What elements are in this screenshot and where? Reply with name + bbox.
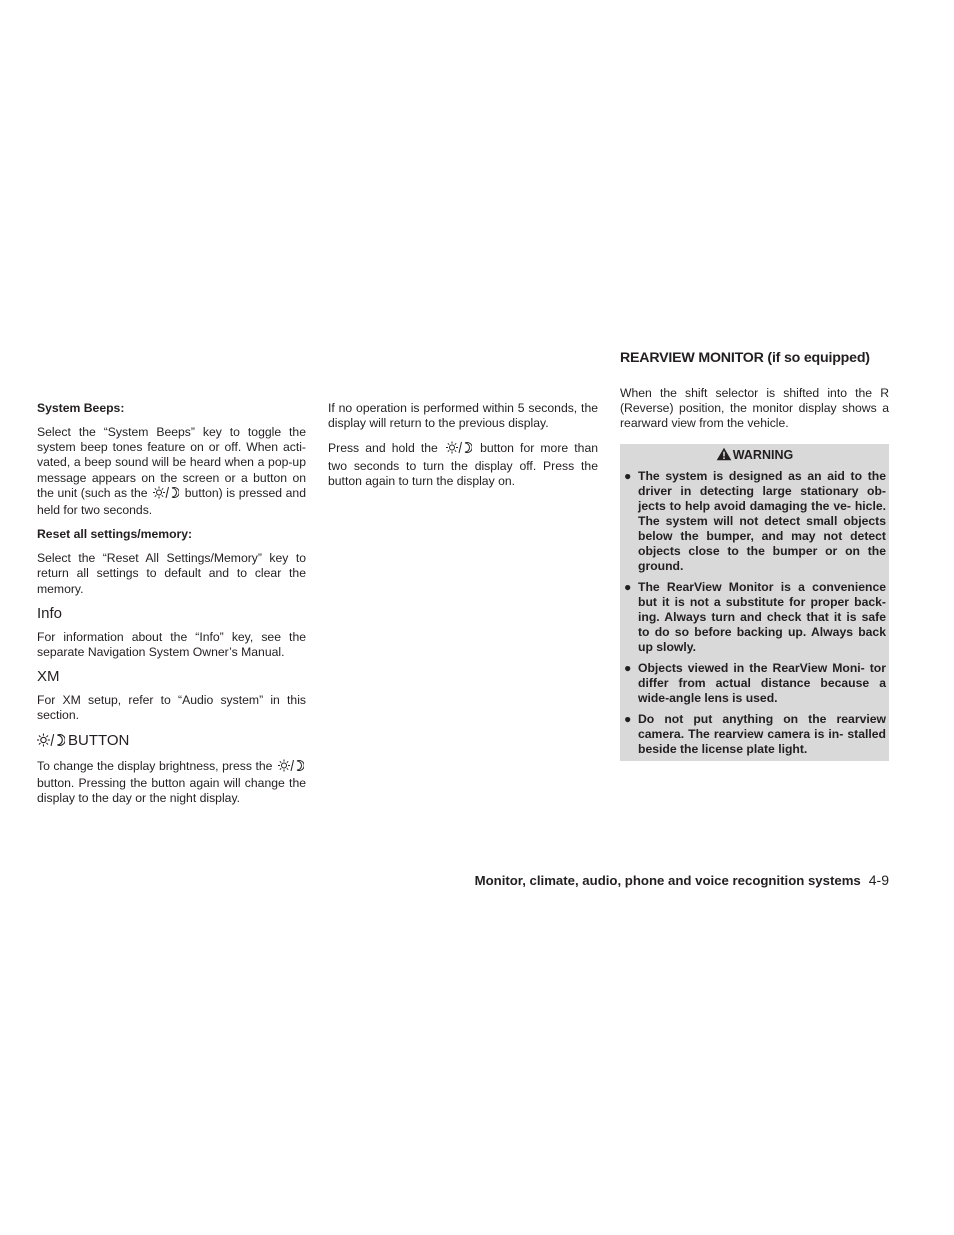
warning-item: ● Do not put anything on the rearview camera. The rearview camera is in- stalled beside the license plate light. [624, 711, 886, 756]
warning-item: ● The RearView Monitor is a convenience but it is not a substitute for proper back- ing. Always turn and check that it is safe to do so before backing up. Always back up slowly. [624, 579, 886, 654]
bullet-icon: ● [624, 579, 632, 594]
info-heading: Info [37, 604, 63, 622]
reset-paragraph: Select the “Reset All Settings/Memory” key to return all settings to default and to clear the memory. [37, 551, 306, 596]
press-hold-paragraph: Press and hold the button for more than two seconds to turn the display off. Press the button again to turn the display on. [328, 441, 598, 488]
sun-moon-icon [153, 486, 179, 503]
footer-section-title: Monitor, climate, audio, phone and voice recognition systems [474, 873, 861, 888]
warning-heading: WARNING [623, 447, 886, 463]
no-operation-paragraph: If no operation is performed within 5 seconds, the display will return to the previous display. [328, 401, 598, 431]
bullet-icon: ● [624, 711, 632, 726]
rearview-intro-paragraph: When the shift selector is shifted into the R (Reverse) position, the monitor display shows a rearward view from the vehicle. [620, 386, 889, 431]
warning-triangle-icon [716, 447, 732, 461]
warning-list [623, 469, 886, 757]
bullet-icon: ● [624, 660, 632, 675]
warning-box [620, 444, 889, 761]
right-column [620, 350, 889, 761]
button-paragraph: To change the display brightness, press the button. Pressing the button again will change the display to the day or the night display. [37, 758, 306, 806]
sun-moon-icon [37, 733, 65, 752]
system-beeps-heading: System Beeps: [37, 401, 125, 415]
warning-item: ● The system is designed as an aid to the driver in detecting large stationary ob- jects to help avoid damaging the ve- hicle. The system will not detect small objects below the bumper, and may not detect objects close to the bumper or on the ground. [624, 468, 886, 573]
warning-item: ● Objects viewed in the RearView Moni- tor differ from actual distance because a wide-angle lens is used. [624, 660, 886, 705]
xm-heading: XM [37, 668, 60, 686]
middle-column [328, 401, 598, 489]
sun-moon-icon [446, 441, 472, 458]
bullet-icon: ● [624, 468, 632, 483]
xm-paragraph: For XM setup, refer to “Audio system” in this section. [37, 693, 306, 723]
rearview-monitor-title: REARVIEW MONITOR (if so equipped) [620, 350, 870, 366]
left-column [37, 401, 306, 806]
page-number: 4-9 [868, 872, 889, 888]
sun-moon-icon [278, 759, 304, 776]
info-paragraph: For information about the “Info” key, see the separate Navigation System Owner’s Manual. [37, 629, 306, 660]
button-heading: BUTTON [37, 732, 306, 752]
reset-heading: Reset all settings/memory: [37, 527, 193, 542]
page-footer [340, 872, 889, 889]
system-beeps-paragraph: Select the “System Beeps” key to toggle the system beep tones feature on or off. When acti- vated, a beep sound will be heard when a pop-up message appears on the screen or a button on the unit (such as the button) is pressed and held for two seconds. [37, 425, 306, 518]
